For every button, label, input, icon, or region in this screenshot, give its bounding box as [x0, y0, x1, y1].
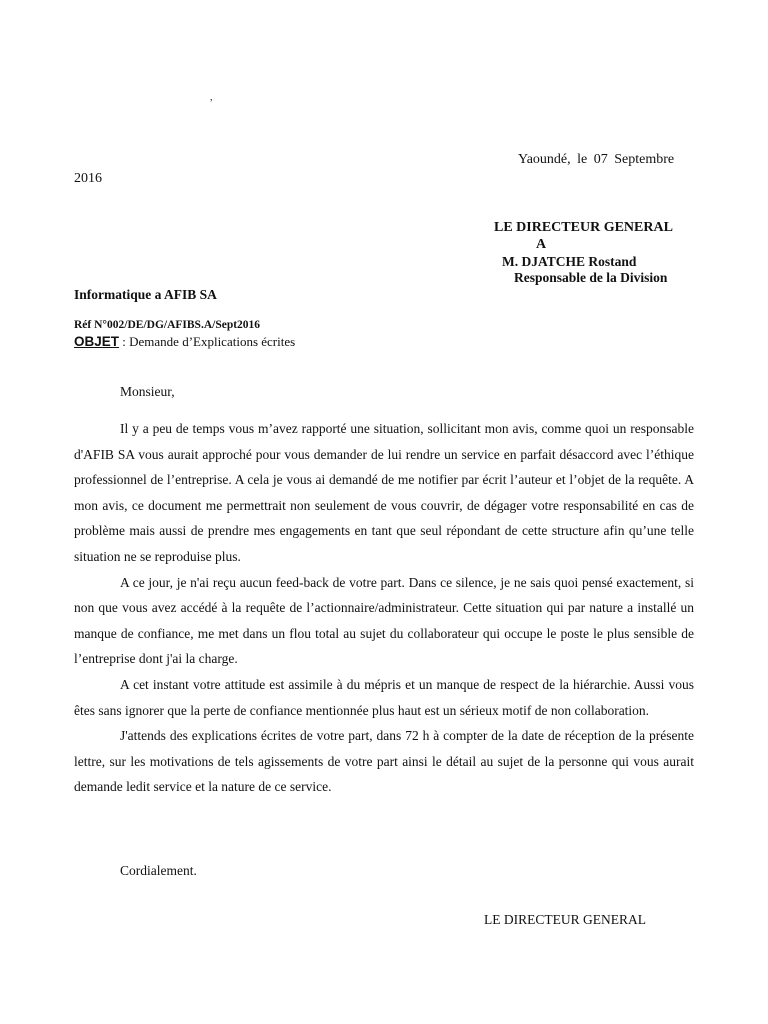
salutation: Monsieur, — [120, 384, 175, 399]
stray-mark: , — [210, 92, 213, 103]
body-paragraph-2: A ce jour, je n'ai reçu aucun feed-back de votre part. Dans ce silence, je ne sais quoi pensé exactement, si non que vous avez accédé à la requête de l’actionnaire/administrateur. Cette situation qui par nature a installé un manque de confiance, me met dans un flou total au sujet du collaborateur qui occupe le poste le plus sensible de l’entreprise dont j'ai la charge. — [74, 574, 694, 667]
body-paragraph-4: J'attends des explications écrites de votre part, dans 72 h à compter de la date de réception de la présente lettre, sur les motivations de tels agissements de votre part ainsi le détail au sujet de la personne qui vous aurait demande ledit service et la nature de ce service. — [74, 728, 694, 795]
body-paragraph-3: A cet instant votre attitude est assimile à du mépris et un manque de respect de la hiérarchie. Aussi vous êtes sans ignorer que la perte de confiance mentionnée plus haut est un sérieux motif de non collaboration. — [74, 676, 694, 718]
addressed-to-marker: A — [536, 237, 547, 252]
recipient-role: Responsable de la Division — [514, 270, 668, 285]
date-line: Yaoundé, le 07 Septembre — [518, 152, 675, 167]
sender-title: LE DIRECTEUR GENERAL — [494, 220, 673, 235]
letter-body — [74, 416, 694, 800]
reference-number: Réf N°002/DE/DG/AFIBS.A/Sept2016 — [74, 319, 261, 331]
subject-text: : Demande d’Explications écrites — [119, 334, 296, 349]
recipient-division: Informatique a AFIB SA — [74, 287, 217, 302]
signature: LE DIRECTEUR GENERAL — [484, 912, 646, 927]
subject-line — [74, 334, 295, 350]
subject-label: OBJET — [74, 334, 120, 349]
recipient-name: M. DJATCHE Rostand — [502, 254, 637, 269]
body-paragraph-1: Il y a peu de temps vous m’avez rapporté une situation, sollicitant mon avis, comme quoi un responsable d'AFIB SA vous aurait approché pour vous demander de lui rendre un service en parfait désaccord avec l’éthique professionnel de l’entreprise. A cela je vous ai demandé de me notifier par écrit l’auteur et l’objet de la requête. A mon avis, ce document me permettrait non seulement de vous couvrir, de dégager votre responsabilité en cas de problème mais aussi de prendre mes engagements en tant que seul répondant de cette structure afin qu’une telle situation ne se reproduise plus. — [74, 421, 694, 564]
date-year: 2016 — [74, 171, 102, 186]
closing: Cordialement. — [120, 863, 197, 878]
